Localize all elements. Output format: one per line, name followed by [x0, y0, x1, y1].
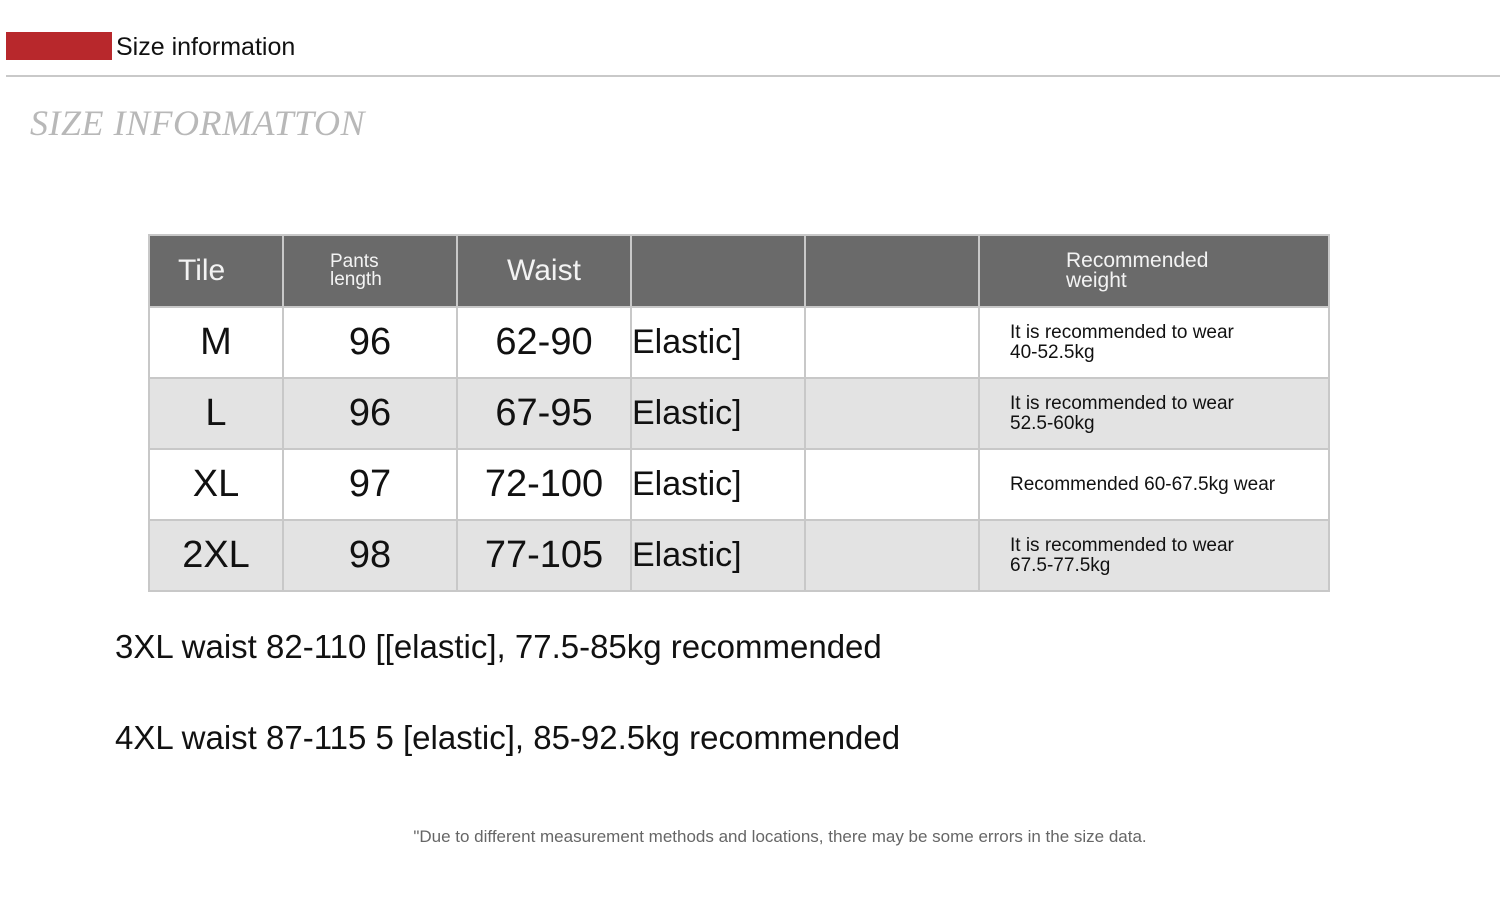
cell-empty — [805, 449, 979, 520]
section-title: Size information — [116, 33, 296, 61]
cell-length: 96 — [283, 378, 457, 449]
cell-empty — [805, 378, 979, 449]
size-note-4xl: 4XL waist 87-115 5 [elastic], 85-92.5kg recommended — [115, 719, 901, 756]
cell-recommendation — [979, 378, 1329, 449]
header-pants-length — [283, 235, 457, 307]
cell-length: 98 — [283, 520, 457, 591]
cell-waist: 77-105 — [457, 520, 631, 591]
cell-empty — [805, 520, 979, 591]
header-pants-length-label: Pants length — [330, 251, 382, 290]
table-row — [149, 449, 1329, 520]
measurement-disclaimer: "Due to different measurement methods and locations, there may be some errors in the size data. — [413, 827, 1147, 846]
cell-size: 2XL — [149, 520, 283, 591]
section-subtitle: SIZE INFORMATTON — [30, 103, 366, 143]
cell-empty — [805, 307, 979, 378]
table-row — [149, 520, 1329, 591]
header-blank-1 — [631, 235, 805, 307]
cell-recommendation — [979, 520, 1329, 591]
recommendation-text: It is recommended to wear 40-52.5kg — [1010, 321, 1234, 363]
recommendation-text: Recommended 60-67.5kg wear — [1010, 473, 1276, 495]
cell-waist: 72-100 — [457, 449, 631, 520]
header-waist: Waist — [457, 235, 631, 307]
cell-size: XL — [149, 449, 283, 520]
cell-elastic: Elastic] — [631, 449, 805, 520]
cell-waist: 62-90 — [457, 307, 631, 378]
cell-size: M — [149, 307, 283, 378]
table-row — [149, 307, 1329, 378]
cell-elastic: Elastic] — [631, 378, 805, 449]
header-recommended-weight — [979, 235, 1329, 307]
cell-waist: 67-95 — [457, 378, 631, 449]
table-header-row — [149, 235, 1329, 307]
header-divider — [6, 75, 1500, 77]
header-size: Tile — [149, 235, 283, 307]
cell-length: 96 — [283, 307, 457, 378]
header-recommended-weight-label: Recommended weight — [1066, 249, 1209, 292]
header-accent-bar — [6, 32, 112, 60]
cell-recommendation — [979, 307, 1329, 378]
cell-elastic: Elastic] — [631, 520, 805, 591]
recommendation-text: It is recommended to wear 67.5-77.5kg — [1010, 534, 1234, 576]
table-row — [149, 378, 1329, 449]
cell-size: L — [149, 378, 283, 449]
recommendation-text: It is recommended to wear 52.5-60kg — [1010, 392, 1234, 434]
size-table — [148, 234, 1330, 592]
cell-length: 97 — [283, 449, 457, 520]
size-note-3xl: 3XL waist 82-110 [[elastic], 77.5-85kg recommended — [115, 628, 882, 665]
cell-elastic: Elastic] — [631, 307, 805, 378]
cell-recommendation — [979, 449, 1329, 520]
header-blank-2 — [805, 235, 979, 307]
